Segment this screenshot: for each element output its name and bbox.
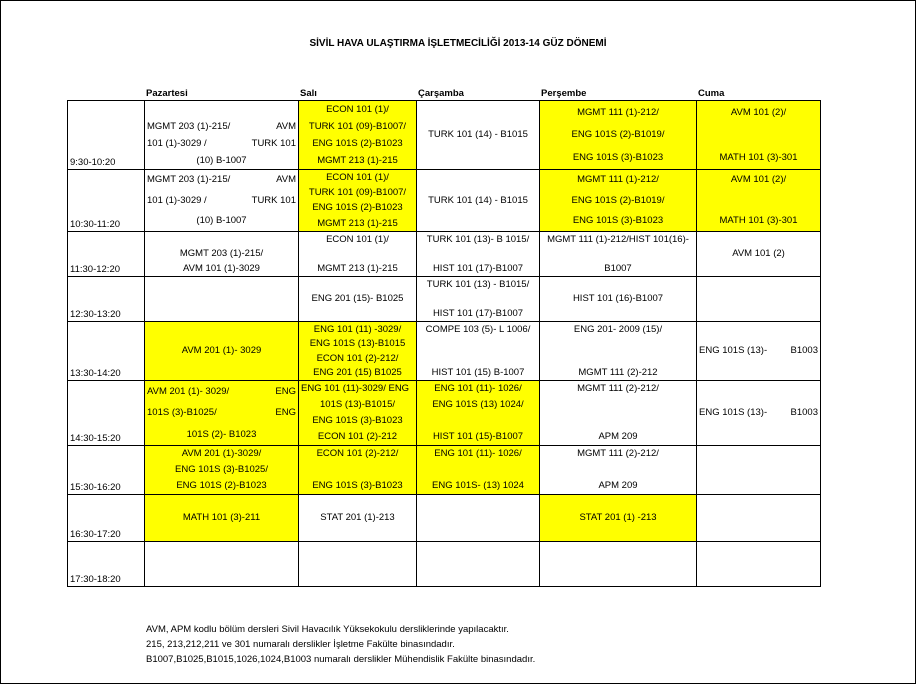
course-line [145,381,298,402]
course-text: ENG [275,407,296,419]
schedule-cell [540,232,697,277]
schedule-cell [145,322,299,381]
course-text: 101 (1)-3029 / [147,137,207,149]
course-line: APM 209 [598,480,638,492]
footnotes [146,622,535,667]
schedule-cell [540,381,697,446]
schedule-cell [540,322,697,381]
course-line: (10) B-1007 [196,215,247,227]
day-header-monday: Pazartesi [146,88,188,99]
schedule-cell [299,495,417,542]
course-line [697,322,820,380]
course-line: MGMT 111 (2)-212 [578,367,658,378]
course-line: STAT 201 (1) -213 [579,512,657,524]
course-line: STAT 201 (1)-213 [320,512,395,524]
course-line [540,413,696,429]
time-slot-cell [68,101,145,170]
course-line [145,277,298,321]
time-slot-cell [68,542,145,587]
schedule-cell [145,381,299,446]
schedule-cell [540,101,697,170]
time-slot-cell [68,381,145,446]
schedule-cell [697,446,821,495]
schedule-cell [417,170,540,232]
footnote: B1007,B1025,B1015,1026,1024,B1003 numaralı derslikler Mühendislik Fakülte binasındadır. [146,654,536,665]
schedule-cell [299,542,417,587]
course-line [417,292,539,307]
schedule-cell [299,446,417,495]
course-line: TURK 101 (09)-B1007/ [308,187,407,199]
schedule-cell [417,101,540,170]
course-line [145,135,298,152]
time-slot-cell [68,232,145,277]
course-line: TURK 101 (13)- B 1015/ [426,233,530,245]
schedule-cell [145,170,299,232]
course-line: HIST 101 (15)-B1007 [432,431,524,443]
time-slot-label: 15:30-16:20 [70,481,121,493]
course-line: AVM 201 (1)-3029/ [181,448,262,460]
course-line: AVM 201 (1)- 3029 [181,345,262,357]
course-text: MGMT 203 (1)-215/ [147,174,231,186]
schedule-cell [540,495,697,542]
course-line: ENG 101S (2)-B1019/ [571,194,665,206]
course-text: ENG 101S (13)- [699,407,768,419]
course-line [145,101,298,118]
time-slot-cell [68,446,145,495]
schedule-cell [299,232,417,277]
course-text: B1003 [790,345,818,357]
course-line [540,351,696,366]
course-line: MGMT 111 (1)-212/ [577,174,659,186]
schedule-cell [697,170,821,232]
course-line [697,124,820,147]
schedule-cell [417,277,540,322]
course-text: ENG 101S (13)- [699,345,768,357]
time-slot-cell [68,322,145,381]
course-line [540,397,696,413]
schedule-cell [540,446,697,495]
course-line [145,232,298,247]
schedule-cell [145,277,299,322]
course-line [417,247,539,262]
course-text: MGMT 203 (1)-215/ [147,120,231,132]
course-text: AVM [276,120,296,132]
schedule-cell [697,381,821,446]
course-line: ENG 101S (3)-B1023 [312,480,403,492]
course-line: ENG 201 (15) B1025 [313,367,402,378]
course-text: ENG [275,385,296,397]
schedule-cell [299,277,417,322]
schedule-cell [145,101,299,170]
course-line [145,118,298,135]
course-text: TURK 101 [251,194,296,206]
course-line [299,247,416,262]
course-line: ENG 101S (3)-B1023 [572,151,664,163]
course-text: B1003 [790,407,818,419]
course-line: COMPE 103 (5)- L 1006/ [425,323,531,335]
course-line [697,542,820,586]
schedule-cell [417,495,540,542]
course-line: MGMT 111 (2)-212/ [577,448,659,460]
schedule-row [68,322,821,381]
schedule-table [67,100,821,587]
course-line: ENG 101 (11)- 1026/ [434,383,522,395]
schedule-cell [417,381,540,446]
time-slot-label: 16:30-17:20 [70,528,121,540]
course-line [145,402,298,423]
course-line [697,495,820,541]
course-line [540,247,696,262]
schedule-row [68,495,821,542]
schedule-row [68,542,821,587]
course-line [145,170,298,190]
course-line: HIST 101 (17)-B1007 [432,262,524,274]
course-line [145,190,298,210]
course-line: ECON 101 (1)/ [326,103,389,115]
schedule-cell [145,542,299,587]
schedule-cell [697,277,821,322]
schedule-cell [417,446,540,495]
course-line: ENG 101S (2)-B1023 [312,202,403,214]
course-line: MGMT 213 (1)-215 [317,154,398,166]
course-line [697,446,820,494]
schedule-cell [145,495,299,542]
course-line: ENG 201 (15)- B1025 [311,293,404,305]
course-line: APM 209 [598,431,638,443]
course-line: ENG 101S- (13) 1024 [432,480,524,492]
course-line [540,337,696,352]
schedule-cell [417,322,540,381]
course-line: HIST 101 (15) B-1007 [431,367,525,378]
course-line [417,542,539,586]
course-text: AVM [276,174,296,186]
time-slot-cell [68,495,145,542]
course-line: TURK 101 (13) - B1015/ [426,278,530,290]
schedule-row [68,381,821,446]
course-line [417,413,539,429]
course-line [417,337,539,352]
course-line [540,542,696,586]
course-line: MATH 101 (3)-301 [719,215,798,227]
course-line: ENG 101S (3)-B1025/ [175,464,268,476]
course-line [540,462,696,478]
page-title: SİVİL HAVA ULAŞTIRMA İŞLETMECİLİĞİ 2013-14 GÜZ DÖNEMİ [309,38,607,49]
schedule-cell [540,277,697,322]
schedule-cell [697,542,821,587]
day-header-tuesday: Salı [300,88,317,99]
time-slot-label: 9:30-10:20 [70,156,116,168]
time-slot-cell [68,170,145,232]
day-header-thursday: Perşembe [541,88,587,99]
time-slot-cell [68,277,145,322]
course-line: MGMT 213 (1)-215 [317,217,398,229]
course-line: ENG 101S (2)-B1023 [312,137,403,149]
course-line: 101S (13)-B1015/ [320,399,395,411]
course-line [417,495,539,541]
course-line: ECON 101 (2)-212/ [316,352,399,364]
course-line: ENG 101S (3)-B1023 [312,415,403,427]
course-line: (10) B-1007 [196,154,247,166]
schedule-cell [697,232,821,277]
course-line: HIST 101 (17)-B1007 [432,307,524,319]
course-line: TURK 101 (09)-B1007/ [308,120,407,132]
course-line: TURK 101 (14) - B1015 [428,129,528,141]
course-line [299,462,416,478]
course-line: B1007 [604,262,632,274]
course-line: ENG 201- 2009 (15)/ [573,323,663,335]
schedule-row [68,232,821,277]
time-slot-label: 14:30-15:20 [70,432,121,444]
course-text: TURK 101 [251,137,296,149]
schedule-row [68,277,821,322]
course-line: ECON 101 (2)-212 [317,431,398,443]
footnote: AVM, APM kodlu bölüm dersleri Sivil Havacılık Yüksekokulu dersliklerinde yapılacaktır. [146,624,509,635]
course-line [697,277,820,321]
footnote: 215, 213,212,211 ve 301 numaralı derslikler İşletme Fakülte binasındadır. [146,639,455,650]
course-line: ENG 101 (11)-3029/ ENG [301,383,410,395]
day-header-wednesday: Çarşamba [418,88,464,99]
course-line: HIST 101 (16)-B1007 [572,293,664,305]
course-line: MATH 101 (3)-301 [719,151,798,163]
course-line: ENG 101S (2)-B1019/ [571,129,665,141]
time-slot-label: 11:30-12:20 [70,263,121,275]
course-line: AVM 101 (2)/ [730,106,787,118]
schedule-cell [299,322,417,381]
time-slot-label: 10:30-11:20 [70,218,121,230]
schedule-cell [697,101,821,170]
time-slot-label: 17:30-18:20 [70,573,121,585]
schedule-cell [299,170,417,232]
schedule-cell [697,495,821,542]
course-line: ENG 101S (13)-B1015 [309,338,406,349]
course-line: MATH 101 (3)-211 [182,512,261,524]
schedule-cell [299,381,417,446]
course-line: ECON 101 (2)-212/ [316,448,399,460]
course-line: 101S (2)- B1023 [186,428,257,440]
day-header-friday: Cuma [698,88,725,99]
course-line [697,190,820,210]
course-line: ENG 101 (11) -3029/ [313,323,402,335]
schedule-cell [540,170,697,232]
schedule-cell [540,542,697,587]
course-line: MGMT 111 (1)-212/ [577,106,659,118]
course-line [145,542,298,586]
time-slot-label: 13:30-14:20 [70,367,121,379]
course-line: ENG 101S (13) 1024/ [432,399,524,411]
course-text: AVM 201 (1)- 3029/ [147,385,230,397]
course-line [417,462,539,478]
course-line: MGMT 203 (1)-215/ [179,248,264,260]
course-line: ENG 101S (2)-B1023 [176,480,267,492]
schedule-cell [417,542,540,587]
course-line: AVM 101 (1)-3029 [183,262,260,274]
course-text: 101 (1)-3029 / [147,194,207,206]
schedule-cell [697,322,821,381]
course-line [697,381,820,445]
course-line: ENG 101 (11)- 1026/ [434,448,522,460]
course-line: AVM 101 (2) [732,248,785,260]
schedule-cell [417,232,540,277]
course-line [417,351,539,366]
time-slot-label: 12:30-13:20 [70,308,121,320]
course-line [299,542,416,586]
course-line: ECON 101 (1)/ [326,171,389,183]
course-line: MGMT 111 (2)-212/ [577,383,659,395]
course-line: ENG 101S (3)-B1023 [572,215,664,227]
course-text: 101S (3)-B1025/ [147,407,217,419]
course-line: TURK 101 (14) - B1015 [428,194,528,206]
schedule-row [68,101,821,170]
schedule-row [68,446,821,495]
course-line: ECON 101 (1)/ [326,233,389,245]
course-line: MGMT 213 (1)-215 [317,262,398,274]
course-line: MGMT 111 (1)-212/HIST 101(16)- [547,233,689,245]
schedule-cell [145,446,299,495]
schedule-row [68,170,821,232]
schedule-cell [145,232,299,277]
schedule-cell [299,101,417,170]
course-line: AVM 101 (2)/ [730,174,787,186]
